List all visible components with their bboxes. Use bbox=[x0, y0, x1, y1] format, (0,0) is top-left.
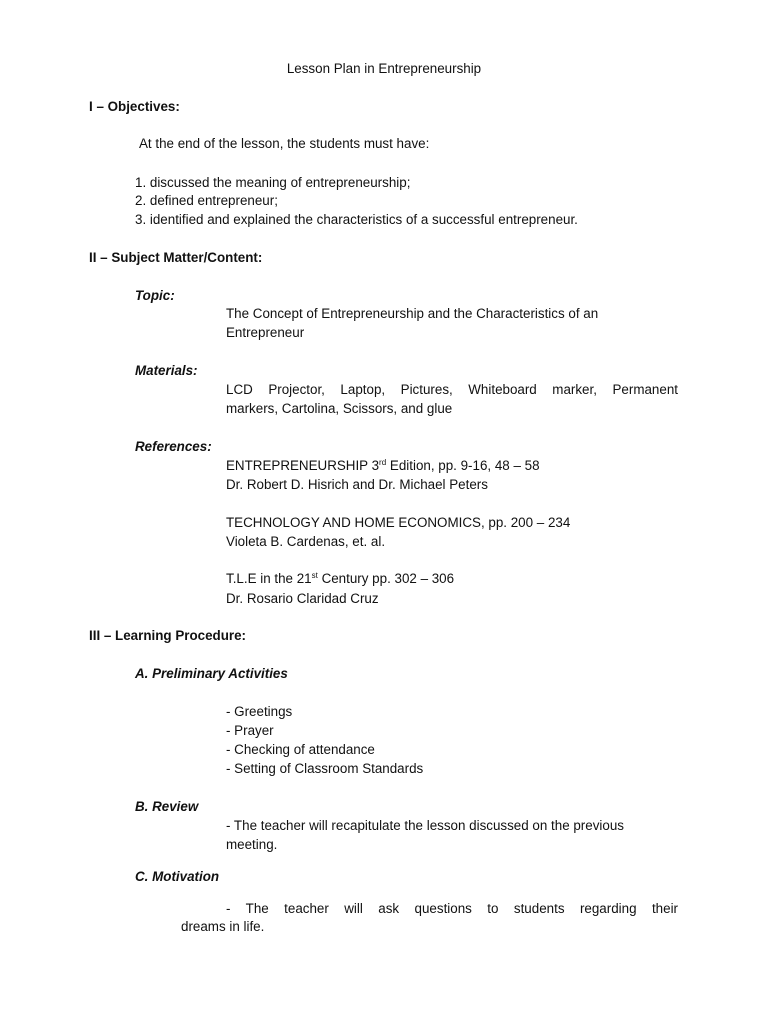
objective-item: 2. defined entrepreneur; bbox=[135, 193, 278, 208]
subject-heading: II – Subject Matter/Content: bbox=[89, 250, 263, 265]
motivation-text: - The teacher will ask questions to students regarding their bbox=[226, 901, 678, 916]
reference-authors: Violeta B. Cardenas, et. al. bbox=[226, 534, 386, 549]
reference-title: T.L.E in the 21st Century pp. 302 – 306 bbox=[226, 571, 455, 586]
activity-item: - Prayer bbox=[226, 723, 274, 738]
activity-item: - Setting of Classroom Standards bbox=[226, 761, 424, 776]
objective-item: 3. identified and explained the characteristics of a successful entrepreneur. bbox=[135, 212, 578, 227]
materials-text: LCD Projector, Laptop, Pictures, Whiteboard marker, Permanent bbox=[226, 382, 678, 397]
references-label: References: bbox=[135, 439, 212, 454]
objectives-heading: I – Objectives: bbox=[89, 99, 180, 114]
review-text: - The teacher will recapitulate the lesson discussed on the previous bbox=[226, 818, 624, 833]
reference-title: TECHNOLOGY AND HOME ECONOMICS, pp. 200 – 234 bbox=[226, 515, 571, 530]
preliminary-label: A. Preliminary Activities bbox=[135, 666, 288, 681]
review-text: meeting. bbox=[226, 837, 278, 852]
procedure-heading: III – Learning Procedure: bbox=[89, 628, 247, 643]
motivation-text: dreams in life. bbox=[181, 919, 265, 934]
topic-text: Entrepreneur bbox=[226, 325, 305, 340]
reference-authors: Dr. Rosario Claridad Cruz bbox=[226, 591, 379, 606]
motivation-label: C. Motivation bbox=[135, 869, 220, 884]
activity-item: - Checking of attendance bbox=[226, 742, 375, 757]
topic-label: Topic: bbox=[135, 288, 175, 303]
objective-item: 1. discussed the meaning of entrepreneurship; bbox=[135, 175, 411, 190]
page-title: Lesson Plan in Entrepreneurship bbox=[286, 61, 482, 76]
materials-label: Materials: bbox=[135, 363, 198, 378]
reference-authors: Dr. Robert D. Hisrich and Dr. Michael Peters bbox=[226, 477, 488, 492]
objectives-intro: At the end of the lesson, the students must have: bbox=[139, 136, 430, 151]
topic-text: The Concept of Entrepreneurship and the Characteristics of an bbox=[226, 306, 599, 321]
activity-item: - Greetings bbox=[226, 704, 293, 719]
review-label: B. Review bbox=[135, 799, 199, 814]
reference-title: ENTREPRENEURSHIP 3rd Edition, pp. 9-16, 48 – 58 bbox=[226, 458, 540, 473]
materials-text: markers, Cartolina, Scissors, and glue bbox=[226, 401, 453, 416]
